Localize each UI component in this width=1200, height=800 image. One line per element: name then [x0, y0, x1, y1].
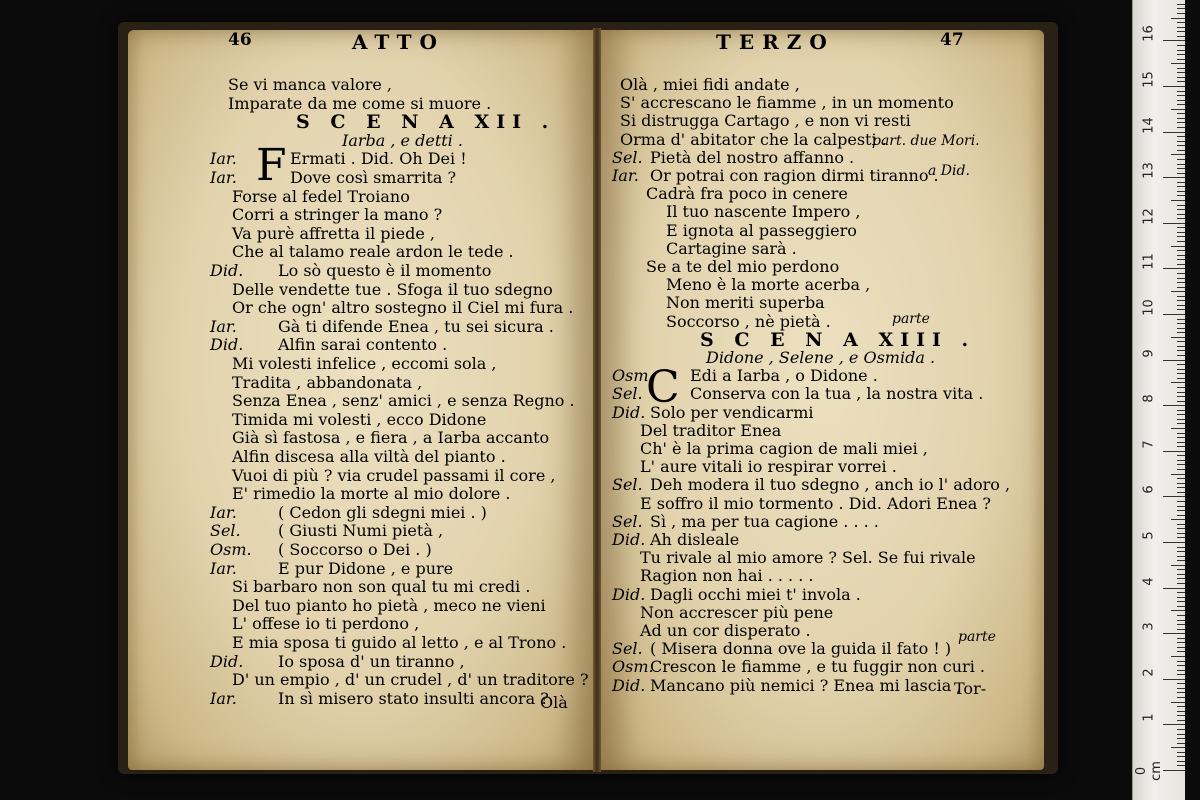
ruler-tick: [1177, 273, 1185, 274]
ruler-tick: [1177, 510, 1185, 511]
measuring-ruler: [1132, 0, 1185, 800]
ruler-tick: [1177, 629, 1185, 630]
ruler-tick: [1177, 22, 1185, 23]
ruler-tick: [1177, 31, 1185, 32]
ruler-tick: [1177, 464, 1185, 465]
verse-line: Tu rivale al mio amore ? Sel. Se fui rivale: [640, 548, 976, 568]
verse-line: Orma d' abitator che la calpesti .: [620, 129, 887, 149]
ruler-tick: [1177, 533, 1185, 534]
ruler-tick: [1177, 487, 1185, 488]
ruler-tick: [1177, 250, 1185, 251]
ruler-tick: [1177, 683, 1185, 684]
ruler-number: 15: [1141, 71, 1157, 88]
verse-line: Solo per vendicarmi: [650, 402, 814, 422]
marginal-note-to-dido: a Did.: [928, 163, 970, 179]
verse-line: Crescon le fiamme , e tu fuggir non curi .: [650, 657, 985, 677]
verse-line: Non accrescer più pene: [640, 602, 834, 622]
ruler-tick: [1177, 227, 1185, 228]
speaker-label: Sel.: [612, 475, 643, 495]
ruler-number: 13: [1141, 162, 1157, 179]
ruler-tick: [1177, 720, 1185, 721]
ruler-number: 5: [1141, 531, 1157, 540]
ruler-tick: [1177, 624, 1185, 625]
ruler-tick: [1177, 547, 1185, 548]
ruler-tick: [1177, 232, 1185, 233]
ruler-number: 11: [1141, 253, 1157, 271]
ruler-tick: [1177, 743, 1185, 744]
ruler-tick: [1177, 373, 1185, 374]
ruler-number: 3: [1141, 622, 1157, 631]
speaker-label: Osm.: [612, 366, 654, 386]
ruler-tick: [1163, 542, 1185, 543]
ruler-number: 7: [1141, 440, 1157, 449]
ruler-tick: [1177, 191, 1185, 192]
speaker-label: Iar.: [210, 168, 237, 187]
ruler-tick: [1177, 615, 1185, 616]
ruler-tick: [1171, 747, 1185, 748]
ruler-number: 16: [1141, 25, 1157, 43]
verse-line: Del traditor Enea: [640, 420, 782, 440]
ruler-tick: [1177, 36, 1185, 37]
ruler-tick: [1177, 195, 1185, 196]
ruler-tick: [1171, 382, 1185, 383]
ruler-tick: [1177, 118, 1185, 119]
ruler-tick: [1177, 638, 1185, 639]
ruler-tick: [1177, 300, 1185, 301]
ruler-tick: [1177, 692, 1185, 693]
ruler-tick: [1163, 360, 1185, 361]
ruler-tick: [1163, 86, 1185, 87]
ruler-tick: [1177, 95, 1185, 96]
ruler-number: 4: [1141, 576, 1157, 586]
speaker-label: Iar.: [210, 316, 237, 336]
verse-line: Si distrugga Cartago , e non vi resti: [620, 111, 911, 131]
ruler-tick: [1177, 378, 1185, 379]
ruler-tick: [1177, 670, 1185, 671]
ruler-tick: [1177, 752, 1185, 753]
verse-line: L' aure vitali io respirar vorrei .: [640, 457, 897, 477]
ruler-tick: [1177, 506, 1185, 507]
ruler-tick: [1177, 711, 1185, 712]
speaker-label: Did.: [210, 335, 244, 355]
verse-line: Or che ogn' altro sostegno il Ciel mi fura .: [232, 298, 574, 318]
ruler-tick: [1177, 387, 1185, 388]
verse-line: Il tuo nascente Impero ,: [666, 202, 861, 222]
speaker-label: Sel.: [210, 521, 241, 541]
ruler-tick: [1177, 122, 1185, 123]
verse-line: Dove così smarrita ?: [290, 168, 457, 187]
ruler-tick: [1177, 141, 1185, 142]
ruler-tick: [1177, 651, 1185, 652]
ruler-tick: [1177, 323, 1185, 324]
speaker-label: Osm.: [210, 540, 252, 559]
verse-line: Ad un cor disperato .: [640, 621, 811, 640]
ruler-tick: [1177, 528, 1185, 529]
speaker-label: Did.: [612, 584, 646, 604]
ruler-tick: [1177, 104, 1185, 105]
ruler-tick: [1177, 328, 1185, 329]
ruler-tick: [1171, 610, 1185, 611]
ruler-tick: [1177, 410, 1185, 411]
ruler-tick: [1177, 264, 1185, 265]
ruler-tick: [1177, 620, 1185, 621]
verse-line: Io sposa d' un tiranno ,: [278, 651, 465, 671]
ruler-tick: [1171, 18, 1185, 19]
verse-line: ( Giusti Numi pietà ,: [278, 521, 444, 541]
verse-line: Ragion non hai . . . . .: [640, 566, 814, 586]
right-catchword: Tor-: [954, 679, 987, 698]
ruler-tick: [1177, 355, 1185, 356]
ruler-number: 1: [1141, 713, 1157, 723]
speaker-label: Iar.: [210, 502, 237, 522]
speaker-label: Iar.: [210, 688, 237, 708]
ruler-tick: [1177, 761, 1185, 762]
verse-line: E ignota al passeggiero: [666, 220, 857, 240]
ruler-tick: [1177, 81, 1185, 82]
ruler-tick: [1177, 697, 1185, 698]
ruler-tick: [1177, 296, 1185, 297]
ruler-tick: [1177, 419, 1185, 420]
ruler-number: 9: [1141, 348, 1157, 358]
ruler-tick: [1171, 109, 1185, 110]
verse-line: Se vi manca valore ,: [228, 75, 392, 94]
ruler-tick: [1177, 478, 1185, 479]
verse-line: Dagli occhi miei t' invola .: [650, 584, 861, 604]
ruler-tick: [1163, 496, 1185, 497]
verse-line: Deh modera il tuo sdegno , anch io l' adoro ,: [650, 475, 1011, 495]
ruler-tick: [1177, 647, 1185, 648]
ruler-tick: [1177, 414, 1185, 415]
ruler-tick: [1163, 451, 1185, 452]
ruler-tick: [1163, 314, 1185, 315]
ruler-tick: [1177, 91, 1185, 92]
ruler-tick: [1163, 588, 1185, 589]
ruler-tick: [1177, 127, 1185, 128]
ruler-tick: [1177, 305, 1185, 306]
speaker-label: Sel.: [612, 384, 643, 404]
ruler-tick: [1177, 278, 1185, 279]
verse-line: Si barbaro non son qual tu mi credi .: [232, 577, 531, 597]
ruler-tick: [1177, 369, 1185, 370]
verse-line: Olà , miei fidi andate ,: [620, 75, 800, 94]
ruler-tick: [1163, 132, 1185, 133]
ruler-tick: [1177, 50, 1185, 51]
ruler-tick: [1177, 556, 1185, 557]
verse-line: Meno è la morte acerba ,: [666, 275, 871, 295]
marginal-note-exit-moors: part. due Mori.: [872, 133, 980, 149]
verse-line: E pur Didone , e pure: [278, 558, 454, 578]
verse-line: Soccorso , nè pietà .: [666, 311, 831, 331]
verse-line: Tradita , abbandonata ,: [232, 372, 423, 392]
ruler-tick: [1177, 560, 1185, 561]
ruler-tick: [1177, 205, 1185, 206]
ruler-tick: [1177, 756, 1185, 757]
speaker-label: Iar.: [210, 149, 237, 169]
ruler-tick: [1177, 688, 1185, 689]
ruler-tick: [1163, 177, 1185, 178]
verse-line: D' un empio , d' un crudel , d' un traditore ?: [232, 670, 589, 690]
ruler-tick: [1177, 569, 1185, 570]
ruler-tick: [1177, 765, 1185, 766]
left-page-number: 46: [228, 30, 252, 50]
ruler-tick: [1171, 246, 1185, 247]
ruler-tick: [1177, 442, 1185, 443]
left-running-header: ATTO: [352, 30, 445, 54]
verse-line: Mancano più nemici ? Enea mi lascia ,: [650, 675, 962, 695]
speaker-label: Did.: [210, 651, 244, 671]
verse-line: Vuoi di più ? via crudel passami il core ,: [232, 465, 556, 485]
verse-line: Cadrà fra poco in cenere: [646, 184, 848, 204]
ruler-tick: [1177, 592, 1185, 593]
cast-list: Didone , Selene , e Osmida .: [706, 348, 936, 367]
ruler-number: 14: [1141, 116, 1157, 134]
ruler-tick: [1177, 173, 1185, 174]
ruler-tick: [1177, 661, 1185, 662]
ruler-tick: [1177, 319, 1185, 320]
ruler-tick: [1177, 574, 1185, 575]
ruler-tick: [1177, 13, 1185, 14]
speaker-label: Sel.: [612, 639, 643, 659]
ruler-tick: [1163, 724, 1185, 725]
ruler-tick: [1171, 200, 1185, 201]
verse-line: Va purè affretta il piede ,: [232, 223, 435, 243]
verse-line: Edi a Iarba , o Didone .: [690, 366, 878, 386]
ruler-tick: [1163, 679, 1185, 680]
verse-line: Se a te del mio perdono: [646, 257, 840, 276]
verse-line: In sì misero stato insulti ancora ?: [278, 688, 549, 708]
ruler-tick: [1177, 145, 1185, 146]
ruler-tick: [1177, 460, 1185, 461]
ruler-tick: [1177, 282, 1185, 283]
verse-line: Senza Enea , senz' amici , e senza Regno .: [232, 391, 575, 411]
speaker-label: Iar.: [210, 558, 237, 578]
ruler-number: 8: [1141, 394, 1157, 403]
verse-line: Ch' è la prima cagion de mali miei ,: [640, 439, 928, 458]
verse-line: ( Soccorso o Dei . ): [278, 540, 432, 559]
left-drop-cap: F: [256, 140, 287, 191]
ruler-tick: [1171, 702, 1185, 703]
right-drop-cap: C: [646, 362, 680, 413]
verse-line: Pietà del nostro affanno .: [650, 147, 855, 167]
ruler-tick: [1177, 309, 1185, 310]
verse-line: ( Misera donna ove la guida il fato ! ): [650, 639, 952, 659]
ruler-tick: [1177, 259, 1185, 260]
ruler-tick: [1177, 483, 1185, 484]
ruler-tick: [1177, 396, 1185, 397]
ruler-tick: [1171, 337, 1185, 338]
speaker-label: Iar.: [612, 166, 639, 185]
verse-line: Forse al fedel Troiano: [232, 186, 410, 206]
ruler-tick: [1177, 182, 1185, 183]
ruler-tick: [1171, 428, 1185, 429]
ruler-tick: [1177, 469, 1185, 470]
ruler-tick: [1177, 241, 1185, 242]
ruler-tick: [1177, 72, 1185, 73]
right-running-header: TERZO: [716, 30, 835, 54]
ruler-tick: [1171, 565, 1185, 566]
ruler-tick: [1177, 214, 1185, 215]
ruler-tick: [1177, 346, 1185, 347]
verse-line: Ah disleale: [650, 530, 740, 549]
ruler-tick: [1177, 168, 1185, 169]
ruler-tick: [1177, 433, 1185, 434]
ruler-tick: [1177, 524, 1185, 525]
verse-line: Ermati . Did. Oh Dei !: [290, 149, 467, 169]
ruler-tick: [1177, 578, 1185, 579]
ruler-tick: [1177, 209, 1185, 210]
marginal-note-exit-selene: parte: [958, 629, 996, 645]
ruler-tick: [1177, 4, 1185, 5]
verse-line: E mia sposa ti guido al letto , e al Trono .: [232, 633, 567, 652]
ruler-tick: [1171, 291, 1185, 292]
ruler-tick: [1163, 633, 1185, 634]
ruler-number: 0 cm: [1134, 761, 1164, 781]
verse-line: E' rimedio la morte al mio dolore .: [232, 484, 511, 504]
ruler-tick: [1177, 501, 1185, 502]
ruler-tick: [1177, 642, 1185, 643]
verse-line: Sì , ma per tua cagione . . . .: [650, 511, 879, 531]
ruler-tick: [1177, 738, 1185, 739]
ruler-tick: [1171, 474, 1185, 475]
ruler-tick: [1177, 364, 1185, 365]
ruler-number: 2: [1141, 668, 1157, 677]
verse-line: Timida mi volesti , ecco Didone: [232, 409, 487, 429]
ruler-tick: [1177, 674, 1185, 675]
verse-line: Mi volesti infelice , eccomi sola ,: [232, 354, 497, 373]
verse-line: Alfin discesa alla viltà del pianto .: [232, 447, 506, 466]
ruler-tick: [1163, 268, 1185, 269]
verse-line: L' offese io ti perdono ,: [232, 614, 420, 634]
cast-list: Iarba , e detti .: [342, 130, 463, 150]
ruler-tick: [1177, 341, 1185, 342]
ruler-number: 12: [1141, 208, 1157, 225]
ruler-tick: [1177, 45, 1185, 46]
ruler-tick: [1177, 350, 1185, 351]
ruler-tick: [1177, 734, 1185, 735]
verse-line: Gà ti difende Enea , tu sei sicura .: [278, 316, 554, 336]
ruler-tick: [1177, 401, 1185, 402]
verse-line: Or potrai con ragion dirmi tiranno .: [650, 166, 939, 185]
ruler-tick: [1163, 40, 1185, 41]
book-gutter: [593, 28, 601, 772]
ruler-tick: [1163, 770, 1185, 771]
ruler-tick: [1177, 59, 1185, 60]
ruler-tick: [1177, 100, 1185, 101]
ruler-tick: [1177, 113, 1185, 114]
verse-line: E soffro il mio tormento . Did. Adori Enea ?: [640, 493, 991, 513]
ruler-number: 10: [1141, 299, 1157, 316]
verse-line: Del tuo pianto ho pietà , meco ne vieni: [232, 595, 546, 615]
ruler-tick: [1177, 729, 1185, 730]
scene-heading: S C E N A XII .: [296, 111, 556, 134]
left-catchword: Olà: [540, 693, 568, 712]
ruler-tick: [1177, 446, 1185, 447]
speaker-label: Osm.: [612, 657, 654, 677]
ruler-tick: [1177, 437, 1185, 438]
right-page-number: 47: [940, 30, 964, 50]
marginal-note-exit-iarba: parte: [892, 311, 930, 327]
ruler-tick: [1177, 706, 1185, 707]
verse-line: S' accrescano le fiamme , in un momento: [620, 93, 954, 113]
verse-line: Che al talamo reale ardon le tede .: [232, 242, 514, 262]
ruler-tick: [1177, 218, 1185, 219]
ruler-tick: [1177, 236, 1185, 237]
ruler-tick: [1177, 597, 1185, 598]
ruler-number: 6: [1141, 485, 1157, 495]
ruler-tick: [1177, 583, 1185, 584]
ruler-tick: [1177, 423, 1185, 424]
speaker-label: Did.: [612, 675, 646, 695]
ruler-tick: [1163, 223, 1185, 224]
verse-line: Imparate da me come si muore .: [228, 93, 492, 113]
ruler-tick: [1177, 665, 1185, 666]
speaker-label: Did.: [612, 402, 646, 422]
ruler-tick: [1177, 392, 1185, 393]
ruler-tick: [1177, 332, 1185, 333]
ruler-tick: [1177, 164, 1185, 165]
ruler-tick: [1171, 519, 1185, 520]
ruler-tick: [1177, 537, 1185, 538]
ruler-tick: [1171, 63, 1185, 64]
ruler-tick: [1177, 54, 1185, 55]
verse-line: Conserva con la tua , la nostra vita .: [690, 384, 984, 404]
ruler-tick: [1163, 405, 1185, 406]
ruler-tick: [1171, 154, 1185, 155]
ruler-tick: [1171, 656, 1185, 657]
ruler-tick: [1177, 136, 1185, 137]
ruler-tick: [1177, 606, 1185, 607]
ruler-tick: [1177, 186, 1185, 187]
ruler-tick: [1177, 287, 1185, 288]
ruler-tick: [1177, 255, 1185, 256]
speaker-label: Did.: [612, 530, 646, 549]
ruler-tick: [1177, 8, 1185, 9]
ruler-tick: [1177, 159, 1185, 160]
verse-line: Cartagine sarà .: [666, 238, 797, 258]
ruler-tick: [1177, 77, 1185, 78]
ruler-tick: [1177, 551, 1185, 552]
ruler-tick: [1177, 492, 1185, 493]
verse-line: Alfin sarai contento .: [278, 335, 448, 355]
ruler-tick: [1177, 455, 1185, 456]
ruler-tick: [1177, 27, 1185, 28]
speaker-label: Did.: [210, 261, 244, 280]
speaker-label: Sel.: [612, 147, 643, 167]
verse-line: Già sì fastosa , e fiera , a Iarba accanto: [232, 428, 550, 448]
ruler-tick: [1177, 515, 1185, 516]
verse-line: Lo sò questo è il momento: [278, 261, 492, 280]
verse-line: ( Cedon gli sdegni miei . ): [278, 502, 487, 522]
ruler-tick: [1177, 150, 1185, 151]
verse-line: Non meriti superba: [666, 293, 825, 313]
verse-line: Delle vendette tue . Sfoga il tuo sdegno: [232, 279, 553, 299]
speaker-label: Sel.: [612, 511, 643, 531]
ruler-tick: [1177, 601, 1185, 602]
ruler-tick: [1177, 68, 1185, 69]
scene-heading: S C E N A XIII .: [700, 328, 976, 351]
ruler-tick: [1177, 715, 1185, 716]
verse-line: Corri a stringer la mano ?: [232, 205, 443, 225]
